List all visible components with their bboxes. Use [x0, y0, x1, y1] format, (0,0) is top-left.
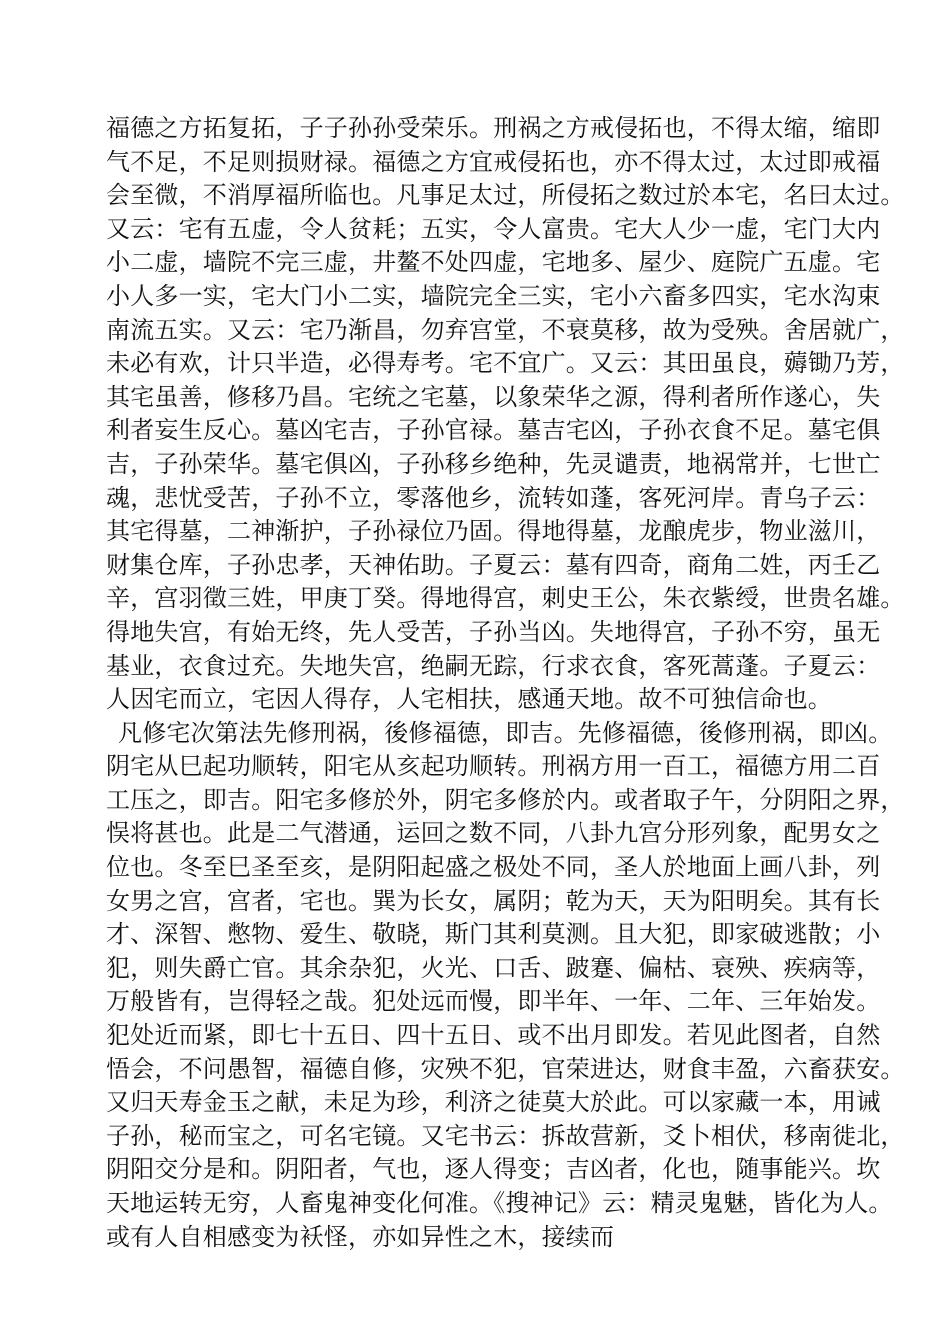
text-line: 会至微，不消厚福所临也。凡事足太过，所侵拓之数过於本宅，名曰太过。 [106, 181, 905, 210]
paragraph-first-line: 凡修宅次第法先修刑祸，後修福德，即吉。先修福德，後修刑祸，即凶。 [118, 718, 893, 747]
text-line: 工压之，即吉。阳宅多修於外，阴宅多修於内。或者取子午，分阴阳之界， [106, 785, 905, 814]
text-line: 其宅得墓，二神渐护，子孙禄位乃固。得地得墓，龙酿虎步，物业滋川， [106, 517, 881, 546]
text-line: 小二虚，墙院不完三虚，井鳌不处四虚，宅地多、屋少、庭院广五虚。宅 [106, 248, 881, 277]
text-line: 得地失宫，有始无终，先人受苦，子孙当凶。失地得宫，子孙不穷，虽无 [106, 617, 881, 646]
text-line: 阴阳交分是和。阴阳者，气也，逐人得变；吉凶者，化也，随事能兴。坎 [106, 1155, 881, 1184]
text-line: 南流五实。又云：宅乃渐昌，勿弃宫堂，不衰莫移，故为受殃。舍居就广， [106, 315, 905, 344]
text-line: 女男之宫，宫者，宅也。巽为长女，属阴；乾为天，天为阳明矣。其有长 [106, 886, 881, 915]
text-line: 小人多一实，宅大门小二实，墙院完全三实，宅小六畜多四实，宅水沟束 [106, 281, 881, 310]
text-line: 福德之方拓复拓，子子孙孙受荣乐。刑祸之方戒侵拓也，不得太缩，缩即 [106, 114, 881, 142]
text-line: 或有人自相感变为袄怪，亦如异性之木，接续而 [106, 1222, 615, 1251]
text-line: 子孙，秘而宝之，可名宅镜。又宅书云：拆故营新，爻卜相伏，移南徙北， [106, 1121, 905, 1150]
text-line: 万般皆有，岂得轻之哉。犯处远而慢，即半年、一年、二年、三年始发。 [106, 987, 881, 1016]
text-line: 犯处近而紧，即七十五日、四十五日、或不出月即发。若见此图者，自然 [106, 1021, 881, 1050]
text-line: 又云：宅有五虚，令人贫耗；五实，令人富贵。宅大人少一虚，宅门大内 [106, 214, 881, 243]
text-line: 犯，则失爵亡官。其余杂犯，火光、口舌、跛蹇、偏枯、衰殃、疾病等， [106, 953, 881, 982]
text-line: 天地运转无穷，人畜鬼神变化何准。《搜神记》云：精灵鬼魅，皆化为人。 [106, 1189, 893, 1217]
text-line: 魂，悲忧受苦，子孙不立，零落他乡，流转如蓬，客死河岸。青乌子云： [106, 483, 881, 512]
text-line: 悟会，不问愚智，福德自修，灾殃不犯，官荣进达，财食丰盈，六畜获安。 [106, 1054, 905, 1083]
text-line: 财集仓库，子孙忠孝，天神佑助。子夏云：墓有四奇，商角二姓，丙壬乙 [106, 550, 881, 579]
text-line: 位也。冬至巳圣至亥，是阴阳起盛之极处不同，圣人於地面上画八卦，列 [106, 853, 881, 882]
text-line: 悮将甚也。此是二气潜通，运回之数不同，八卦九宫分形列象，配男女之 [106, 819, 881, 848]
text-line: 未必有欢，计只半造，必得寿考。宅不宜广。又云：其田虽良，薅锄乃芳， [106, 349, 905, 378]
text-line: 其宅虽善，修移乃昌。宅统之宅墓，以象荣华之源，得利者所作遂心，失 [106, 382, 881, 411]
text-line: 又归天寿金玉之献，未足为珍，利济之徒莫大於此。可以家藏一本，用诫 [106, 1088, 881, 1117]
text-line: 吉，子孙荣华。墓宅俱凶，子孙移乡绝种，先灵谴责，地祸常并，七世亡 [106, 449, 881, 478]
text-line: 气不足，不足则损财禄。福德之方宜戒侵拓也，亦不得太过，太过即戒福 [106, 147, 881, 176]
text-line: 利者妄生反心。墓凶宅吉，子孙官禄。墓吉宅凶，子孙衣食不足。墓宅俱 [106, 416, 881, 445]
text-line: 人因宅而立，宅因人得存，人宅相扶，感通天地。故不可独信命也。 [106, 685, 832, 714]
text-line: 阴宅从巳起功顺转，阳宅从亥起功顺转。刑祸方用一百工，福德方用二百 [106, 752, 881, 781]
text-line: 基业，衣食过充。失地失宫，绝嗣无踪，行求衣食，客死蒿蓬。子夏云： [106, 651, 881, 680]
text-line: 辛，宫羽徵三姓，甲庚丁癸。得地得宫，刺史王公，朱衣紫绶，世贵名雄。 [106, 584, 905, 613]
text-line: 才、深智、憋物、爱生、敬晓，斯门其利莫测。且大犯，即家破逃散；小 [106, 920, 881, 949]
body-text [106, 112, 905, 1254]
